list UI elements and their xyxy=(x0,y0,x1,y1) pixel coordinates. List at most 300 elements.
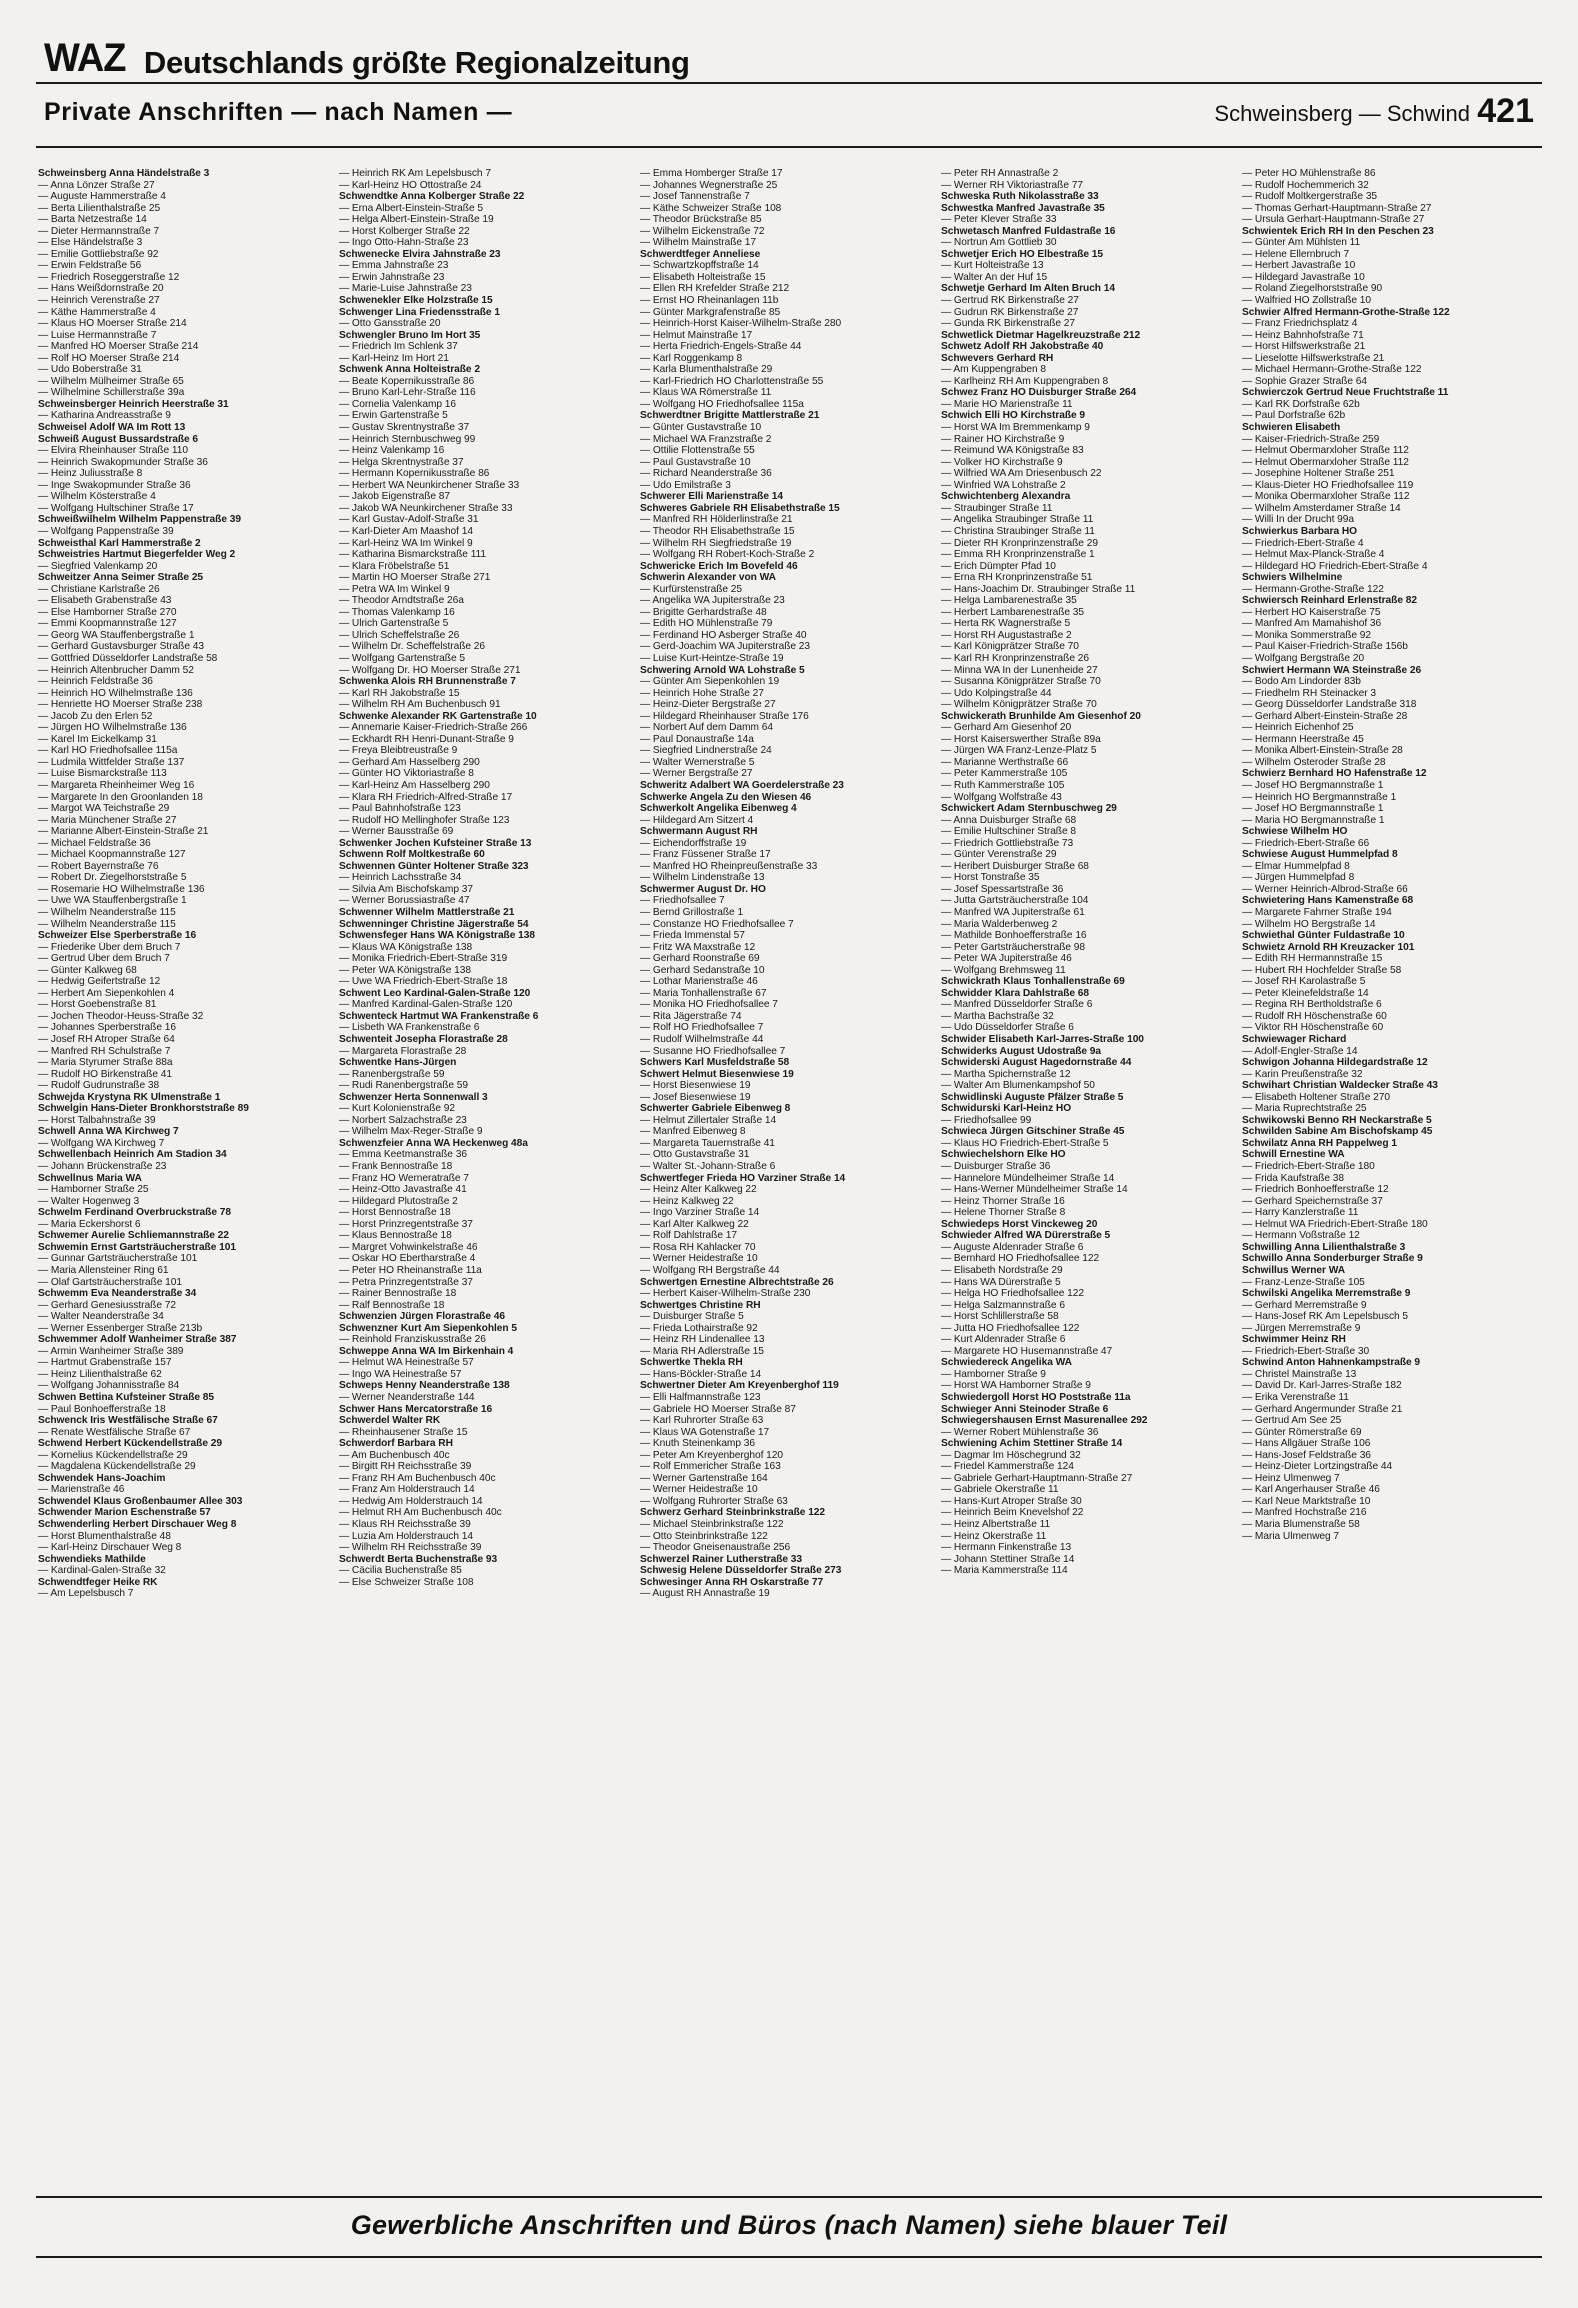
directory-entry-sub: — Gerhard Am Giesenhof 20 xyxy=(941,722,1072,734)
directory-entry-sub: — Maria Walderbenweg 2 xyxy=(941,918,1058,930)
directory-entry-sub: — Gertrud Am See 25 xyxy=(1242,1415,1342,1427)
directory-entry-sub: — Käthe Schweizer Straße 108 xyxy=(640,202,782,214)
directory-entry-sub: — Paul Bahnhofstraße 123 xyxy=(339,803,461,815)
directory-entry-sub: — Werner RH Viktoriastraße 77 xyxy=(941,179,1083,191)
directory-entry-sub: — Hamborner Straße 9 xyxy=(941,1368,1046,1380)
directory-entry-name: Schwientek Erich RH In den Peschen 23 xyxy=(1242,225,1434,237)
directory-entry-sub: — Lothar Marienstraße 46 xyxy=(640,976,758,988)
directory-entry-sub: — Karin Preußenstraße 32 xyxy=(1242,1068,1363,1080)
directory-entry-sub: — Friedrich Bonhoefferstraße 12 xyxy=(1242,1184,1389,1196)
directory-entry-name: Schwellnus Maria WA xyxy=(38,1172,142,1184)
directory-entry-name: Schwietering Hans Kamenstraße 68 xyxy=(1242,895,1414,907)
directory-entry-sub: — Gerhard Gustavsburger Straße 43 xyxy=(38,641,204,653)
directory-entry-sub: — Monika HO Friedhofsallee 7 xyxy=(640,999,778,1011)
directory-entry-name: Schwihart Christian Waldecker Straße 43 xyxy=(1242,1080,1438,1092)
directory-entry-sub: — Klara RH Friedrich-Alfred-Straße 17 xyxy=(339,791,513,803)
directory-entry-name: Schwidurski Karl-Heinz HO xyxy=(941,1103,1072,1115)
directory-entry-sub: — Rainer Bennostraße 18 xyxy=(339,1288,457,1300)
directory-entry-sub: — Paul Bonhoefferstraße 18 xyxy=(38,1403,166,1415)
directory-entry-name: Schwind Anton Hahnenkampstraße 9 xyxy=(1242,1357,1421,1369)
directory-entry-sub: — Günter Verenstraße 29 xyxy=(941,849,1057,861)
directory-entry-sub: — Klaus-Dieter HO Friedhofsallee 119 xyxy=(1242,479,1414,491)
directory-entry-sub: — Ernst HO Rheinanlagen 11b xyxy=(640,295,779,307)
directory-entry-sub: — Robert Bayernstraße 76 xyxy=(38,860,159,872)
directory-entry-name: Schwericke Erich Im Bovefeld 46 xyxy=(640,560,798,572)
directory-entry-sub: — Heinz-Dieter Lortzingstraße 44 xyxy=(1242,1461,1393,1473)
directory-entry-sub: — Michael Hermann-Grothe-Straße 122 xyxy=(1242,364,1422,376)
directory-entry-sub: — Regina RH Bertholdstraße 6 xyxy=(1242,999,1382,1011)
directory-entry-sub: — Paul Donaustraße 14a xyxy=(640,733,754,745)
directory-entry-sub: — Helmut Max-Planck-Straße 4 xyxy=(1242,549,1385,561)
directory-entry-sub: — Willi In der Drucht 99a xyxy=(1242,514,1354,526)
directory-entry-sub: — Theodor Arndtstraße 26a xyxy=(339,595,464,607)
directory-entry-sub: — Monika Friedrich-Ebert-Straße 319 xyxy=(339,953,508,965)
directory-entry-sub: — Helga Lambarenestraße 35 xyxy=(941,595,1077,607)
directory-entry-sub: — Rolf Dahlstraße 17 xyxy=(640,1230,737,1242)
directory-entry-sub: — Friedel Kammerstraße 124 xyxy=(941,1461,1074,1473)
directory-entry-sub: — Oskar HO Ebertharstraße 4 xyxy=(339,1253,476,1265)
directory-entry-sub: — Rudolf HO Mellinghofer Straße 123 xyxy=(339,814,510,826)
directory-entry-sub: — Wolfgang Dr. HO Moerser Straße 271 xyxy=(339,664,521,676)
directory-entry-name: Schweres Gabriele RH Elisabethstraße 15 xyxy=(640,502,840,514)
directory-entry-sub: — Manfred HO Moerser Straße 214 xyxy=(38,341,199,353)
directory-entry-sub: — Roland Ziegelhorststraße 90 xyxy=(1242,283,1383,295)
directory-entry-sub: — Johannes Sperberstraße 16 xyxy=(38,1022,176,1034)
directory-entry-sub: — Elmar Hummelpfad 8 xyxy=(1242,860,1350,872)
directory-entry-sub: — Peter Kleinefeldstraße 14 xyxy=(1242,987,1369,999)
directory-entry-sub: — Theodor Brückstraße 85 xyxy=(640,214,762,226)
directory-entry-sub: — Gabriele Okerstraße 11 xyxy=(941,1484,1059,1496)
directory-entry-sub: — Michael Koopmannstraße 127 xyxy=(38,849,186,861)
directory-entry-name: Schwenck Iris Westfälische Straße 67 xyxy=(38,1415,218,1427)
masthead xyxy=(44,26,1534,78)
directory-entry-sub: — Manfred Düsseldorfer Straße 6 xyxy=(941,999,1093,1011)
directory-entry-name: Schwerdel Walter RK xyxy=(339,1415,441,1427)
directory-entry-sub: — Reimund WA Königstraße 83 xyxy=(941,445,1084,457)
directory-entry-sub: — Friedhofsallee 7 xyxy=(640,895,725,907)
directory-entry-sub: — Walfried HO Zollstraße 10 xyxy=(1242,295,1372,307)
directory-entry-name: Schwesinger Anna RH Oskarstraße 77 xyxy=(640,1576,824,1588)
directory-entry-sub: — Karl Neue Marktstraße 10 xyxy=(1242,1495,1371,1507)
directory-entry-sub: — Walter Wernerstraße 5 xyxy=(640,756,755,768)
directory-entry-sub: — Gerd-Joachim WA Jupiterstraße 23 xyxy=(640,641,811,653)
directory-entry-sub: — Heinrich Eichenhof 25 xyxy=(1242,722,1354,734)
directory-entry-sub: — Margareta Florastraße 28 xyxy=(339,1045,467,1057)
directory-entry-sub: — Birgitt RH Reichsstraße 39 xyxy=(339,1461,472,1473)
directory-entry-sub: — Rudi Ranenbergstraße 59 xyxy=(339,1080,468,1092)
directory-entry-sub: — Maria Kammerstraße 114 xyxy=(941,1565,1068,1577)
directory-entry-sub: — Walter Neanderstraße 34 xyxy=(38,1311,164,1323)
directory-entry-sub: — Wilhelm Osteroder Straße 28 xyxy=(1242,756,1386,768)
directory-entry-sub: — Herbert Kaiser-Wilhelm-Straße 230 xyxy=(640,1288,811,1300)
directory-entry-sub: — Werner Neanderstraße 144 xyxy=(339,1391,475,1403)
directory-entry-name: Schweisthal Karl Hammerstraße 2 xyxy=(38,537,201,549)
directory-entry-name: Schwetje Gerhard Im Alten Bruch 14 xyxy=(941,283,1115,295)
directory-entry-sub: — Peter Kammerstraße 105 xyxy=(941,768,1068,780)
directory-entry-sub: — Karl-Heinz Am Hasselberg 290 xyxy=(339,779,490,791)
directory-entry-sub: — Peter HO Mühlenstraße 86 xyxy=(1242,168,1376,179)
directory-entry-sub: — Emilie Hultschiner Straße 8 xyxy=(941,826,1076,838)
directory-entry-sub: — Angelika WA Jupiterstraße 23 xyxy=(640,595,785,607)
directory-entry-sub: — Hannelore Mündelheimer Straße 14 xyxy=(941,1172,1115,1184)
directory-entry-sub: — Margret Vohwinkelstraße 46 xyxy=(339,1241,478,1253)
directory-entry-sub: — Horst Blumenthalstraße 48 xyxy=(38,1530,171,1542)
directory-entry-sub: — Udo Boberstraße 31 xyxy=(38,364,142,376)
directory-entry-sub: — Horst Prinzregentstraße 37 xyxy=(339,1218,473,1230)
directory-entry-sub: — Wolfgang Bergstraße 20 xyxy=(1242,652,1365,664)
directory-entry-sub: — Walter St.-Johann-Straße 6 xyxy=(640,1161,776,1173)
directory-entry-sub: — Minna WA In der Lunenheide 27 xyxy=(941,664,1098,676)
directory-entry-sub: — Maria RH Adlerstraße 15 xyxy=(640,1345,764,1357)
directory-entry-sub: — Karl RK Dorfstraße 62b xyxy=(1242,398,1360,410)
directory-entry-sub: — Armin Wanheimer Straße 389 xyxy=(38,1345,184,1357)
directory-entry-sub: — Maria Styrumer Straße 88a xyxy=(38,1057,173,1069)
directory-entry-sub: — Horst Goebenstraße 81 xyxy=(38,999,157,1011)
directory-entry-name: Schwiechelshorn Elke HO xyxy=(941,1149,1066,1161)
directory-entry-sub: — Heinz Ulmenweg 7 xyxy=(1242,1472,1340,1484)
directory-entry-sub: — Cornelia Valenkamp 16 xyxy=(339,398,457,410)
directory-entry-sub: — Wilhelm RH Am Buchenbusch 91 xyxy=(339,699,501,711)
directory-entry-sub: — Heinrich Verenstraße 27 xyxy=(38,295,160,307)
directory-entry-sub: — Frieda Lothairstraße 92 xyxy=(640,1322,758,1334)
directory-entry-name: Schwetasch Manfred Fuldastraße 16 xyxy=(941,225,1116,237)
directory-entry-sub: — Friedrich-Ebert-Straße 180 xyxy=(1242,1161,1375,1173)
directory-entry-sub: — Franz-Lenze-Straße 105 xyxy=(1242,1276,1365,1288)
directory-entry-sub: — Siegfried Lindnerstraße 24 xyxy=(640,745,772,757)
directory-entry-name: Schwiedergoll Horst HO Poststraße 11a xyxy=(941,1391,1131,1403)
directory-entry-sub: — Am Kuppengraben 8 xyxy=(941,364,1046,376)
directory-entry-sub: — Ulrich Scheffelstraße 26 xyxy=(339,629,460,641)
directory-entry-name: Schwickerath Brunhilde Am Giesenhof 20 xyxy=(941,710,1141,722)
directory-entry-sub: — Wilhelm Neanderstraße 115 xyxy=(38,918,176,930)
directory-entry-sub: — Luise Bismarckstraße 113 xyxy=(38,768,167,780)
directory-entry-sub: — Gabriele HO Moerser Straße 87 xyxy=(640,1403,796,1415)
directory-entry-name: Schwerz Gerhard Steinbrinkstraße 122 xyxy=(640,1507,826,1519)
directory-entry-name: Schwilski Angelika Merremstraße 9 xyxy=(1242,1288,1411,1300)
directory-entry-name: Schwenk Anna Holteistraße 2 xyxy=(339,364,480,376)
directory-entry-sub: — Maria Eckershorst 6 xyxy=(38,1218,141,1230)
directory-entry-sub: — Manfred Eibenweg 8 xyxy=(640,1126,746,1138)
directory-entry-sub: — Werner Bergstraße 27 xyxy=(640,768,753,780)
directory-entry-name: Schwerter Gabriele Eibenweg 8 xyxy=(640,1103,791,1115)
directory-entry-sub: — Werner Heidestraße 10 xyxy=(640,1253,758,1265)
directory-entry-sub: — Anna Duisburger Straße 68 xyxy=(941,814,1077,826)
directory-entry-sub: — Hamborner Straße 25 xyxy=(38,1184,149,1196)
directory-entry-sub: — Harry Kanzlerstraße 11 xyxy=(1242,1207,1359,1219)
directory-entry-sub: — Josephine Holtener Straße 251 xyxy=(1242,468,1395,480)
directory-entry-name: Schwerer Elli Marienstraße 14 xyxy=(640,491,783,503)
directory-entry-sub: — Emma Jahnstraße 23 xyxy=(339,260,449,272)
directory-entry-name: Schwemm Eva Neanderstraße 34 xyxy=(38,1288,197,1300)
directory-entry-sub: — Hermann Heerstraße 45 xyxy=(1242,733,1364,745)
directory-entry-sub: — Wolfgang Gartenstraße 5 xyxy=(339,652,465,664)
directory-entry-sub: — Herbert Javastraße 10 xyxy=(1242,260,1356,272)
directory-entry-sub: — Herbert HO Kaiserstraße 75 xyxy=(1242,606,1381,618)
directory-entry-sub: — Günter Römerstraße 69 xyxy=(1242,1426,1362,1438)
directory-entry-name: Schwering Arnold WA Lohstraße 5 xyxy=(640,664,805,676)
directory-entry-sub: — Horst Schlillerstraße 58 xyxy=(941,1311,1059,1323)
directory-entry-name: Schwenderling Herbert Dirschauer Weg 8 xyxy=(38,1518,237,1530)
directory-entry-name: Schwez Franz HO Duisburger Straße 264 xyxy=(941,387,1137,399)
directory-entry-sub: — Heinz Lilienthalstraße 62 xyxy=(38,1368,162,1380)
directory-entry-sub: — Klaus WA Gotenstraße 17 xyxy=(640,1426,770,1438)
directory-entry-sub: — Josef HO Bergmannstraße 1 xyxy=(1242,803,1384,815)
directory-entry-sub: — Ottilie Flottenstraße 55 xyxy=(640,445,755,457)
directory-entry-sub: — Paul Kaiser-Friedrich-Straße 156b xyxy=(1242,641,1408,653)
directory-entry-sub: — Heinz Albertstraße 11 xyxy=(941,1518,1051,1530)
directory-entry-sub: — Jakob Eigenstraße 87 xyxy=(339,491,451,503)
directory-entry-name: Schwenner Wilhelm Mattlerstraße 21 xyxy=(339,907,515,918)
directory-entry-sub: — Viktor RH Höschenstraße 60 xyxy=(1242,1022,1384,1034)
directory-entry-sub: — Marie-Luise Jahnstraße 23 xyxy=(339,283,472,295)
directory-entry-sub: — Sophie Grazer Straße 64 xyxy=(1242,375,1368,387)
directory-entry-name: Schwendtke Anna Kolberger Straße 22 xyxy=(339,191,525,203)
directory-entry-sub: — Werner Bausstraße 69 xyxy=(339,826,454,838)
directory-entry-sub: — Karla Blumenthalstraße 29 xyxy=(640,364,773,376)
directory-entry-name: Schwell Anna WA Kirchweg 7 xyxy=(38,1126,179,1138)
directory-entry-sub: — Mathilde Bonhoefferstraße 16 xyxy=(941,930,1087,942)
directory-entry-sub: — Kurfürstenstraße 25 xyxy=(640,583,742,595)
directory-entry-sub: — Peter RH Annastraße 2 xyxy=(941,168,1059,179)
directory-entry-sub: — Hildegard HO Friedrich-Ebert-Straße 4 xyxy=(1242,560,1428,572)
directory-entry-sub: — Margarete In den Groonlanden 18 xyxy=(38,791,203,803)
directory-entry-sub: — Emma RH Kronprinzenstraße 1 xyxy=(941,549,1095,561)
directory-entry-name: Schweppe Anna WA Im Birkenhain 4 xyxy=(339,1345,514,1357)
directory-entry-name: Schwemmer Adolf Wanheimer Straße 387 xyxy=(38,1334,237,1346)
directory-entry-sub: — Helmut Zillertaler Straße 14 xyxy=(640,1114,777,1126)
directory-entry-sub: — Friedrich Gottliebstraße 73 xyxy=(941,837,1074,849)
directory-entry-name: Schwenecke Elvira Jahnstraße 23 xyxy=(339,248,501,260)
directory-entry-sub: — Erna Albert-Einstein-Straße 5 xyxy=(339,202,483,214)
directory-entry-sub: — Ingo Otto-Hahn-Straße 23 xyxy=(339,237,469,249)
directory-entry-sub: — Wilhelm HO Bergstraße 14 xyxy=(1242,918,1376,930)
directory-entry-sub: — Emmi Koopmannstraße 127 xyxy=(38,618,177,630)
directory-entry-sub: — Friedrich Im Schlenk 37 xyxy=(339,341,458,353)
directory-entry-sub: — Klara Fröbelstraße 51 xyxy=(339,560,450,572)
directory-entry-sub: — Friedrich Roseggerstraße 12 xyxy=(38,271,180,283)
directory-entry-sub: — Karl-Heinz Dirschauer Weg 8 xyxy=(38,1542,182,1554)
directory-entry-sub: — Monika Albert-Einstein-Straße 28 xyxy=(1242,745,1403,757)
directory-entry-name: Schweisel Adolf WA Im Rott 13 xyxy=(38,422,186,434)
directory-entry-sub: — Franz HO Werneratraße 7 xyxy=(339,1172,469,1184)
directory-entry-sub: — Schwartzkopffstraße 14 xyxy=(640,260,759,272)
directory-entry-sub: — Friedrich-Ebert-Straße 66 xyxy=(1242,837,1370,849)
directory-entry-name: Schwendieks Mathilde xyxy=(38,1553,146,1565)
directory-entry-name: Schwiening Achim Stettiner Straße 14 xyxy=(941,1438,1123,1450)
directory-entry-sub: — Manfred Kardinal-Galen-Straße 120 xyxy=(339,999,513,1011)
directory-entry-sub: — Hans-Josef Feldstraße 36 xyxy=(1242,1449,1371,1461)
directory-entry-sub: — Hans-Josef RK Am Lepelsbusch 5 xyxy=(1242,1311,1409,1323)
directory-entry-sub: — Maria Ruprechtstraße 25 xyxy=(1242,1103,1367,1115)
directory-entry-name: Schwidlinski Auguste Pfälzer Straße 5 xyxy=(941,1091,1124,1103)
directory-entry-sub: — Helene Ellernbruch 7 xyxy=(1242,248,1350,260)
directory-entry-sub: — Wilhelm Max-Reger-Straße 9 xyxy=(339,1126,483,1138)
directory-entry-sub: — Ferdinand HO Asberger Straße 40 xyxy=(640,629,807,641)
directory-entry-sub: — Rudolf RH Höschenstraße 60 xyxy=(1242,1010,1387,1022)
directory-entry-name: Schwend Herbert Kückendellstraße 29 xyxy=(38,1438,222,1450)
directory-entry-sub: — Luzia Am Holderstrauch 14 xyxy=(339,1530,473,1542)
directory-entry-sub: — Auguste Aldenrader Straße 6 xyxy=(941,1241,1084,1253)
directory-entry-sub: — Wilfried WA Am Driesenbusch 22 xyxy=(941,468,1102,480)
directory-entry-name: Schwerke Angela Zu den Wiesen 46 xyxy=(640,791,812,803)
directory-entry-name: Schwiedereck Angelika WA xyxy=(941,1357,1072,1369)
directory-entry-sub: — Duisburger Straße 5 xyxy=(640,1311,744,1323)
directory-entry-sub: — Rudolf HO Birkenstraße 41 xyxy=(38,1068,172,1080)
directory-entry-sub: — Ellen RH Krefelder Straße 212 xyxy=(640,283,790,295)
directory-entry-sub: — Kurt Holteistraße 13 xyxy=(941,260,1044,272)
directory-entry-sub: — Hubert RH Hochfelder Straße 58 xyxy=(1242,964,1402,976)
directory-entry-sub: — Karl Alter Kalkweg 22 xyxy=(640,1218,749,1230)
directory-entry-sub: — Friedrich-Ebert-Straße 4 xyxy=(1242,537,1364,549)
directory-entry-sub: — Paul Dorfstraße 62b xyxy=(1242,410,1346,422)
directory-entry-name: Schwetjer Erich HO Elbestraße 15 xyxy=(941,248,1104,260)
directory-entry-sub: — Hermann Finkenstraße 13 xyxy=(941,1542,1072,1554)
directory-entry-name: Schwickrath Klaus Tonhallenstraße 69 xyxy=(941,976,1125,988)
directory-entry-sub: — Dagmar Im Höschegrund 32 xyxy=(941,1449,1081,1461)
directory-entry-sub: — Wolfgang WA Kirchweg 7 xyxy=(38,1137,165,1149)
directory-entry-sub: — Werner Robert Mühlenstraße 36 xyxy=(941,1426,1099,1438)
directory-entry-name: Schwieca Jürgen Gitschiner Straße 45 xyxy=(941,1126,1125,1138)
directory-entry-sub: — Josef Biesenwiese 19 xyxy=(640,1091,751,1103)
directory-column-1 xyxy=(38,168,339,2178)
directory-entry-sub: — Klaus RH Reichsstraße 39 xyxy=(339,1518,471,1530)
directory-entry-sub: — Margarete HO Husemannstraße 47 xyxy=(941,1345,1113,1357)
directory-entry-sub: — Wolfgang Hultschiner Straße 17 xyxy=(38,502,194,514)
directory-entry-name: Schwertfeger Frieda HO Varziner Straße 14 xyxy=(640,1172,846,1184)
directory-entry-sub: — Marienstraße 46 xyxy=(38,1484,125,1496)
directory-entry-sub: — Anna Lönzer Straße 27 xyxy=(38,179,155,191)
directory-entry-name: Schwiese August Hummelpfad 8 xyxy=(1242,849,1398,861)
directory-entry-name: Schwiese Wilhelm HO xyxy=(1242,826,1348,838)
directory-entry-sub: — Heinrich HO Wilhelmstraße 136 xyxy=(38,687,193,699)
directory-entry-name: Schwender Marion Eschenstraße 57 xyxy=(38,1507,211,1519)
directory-entry-sub: — Auguste Hammerstraße 4 xyxy=(38,191,166,203)
directory-entry-sub: — Horst Hilfswerkstraße 21 xyxy=(1242,341,1366,353)
directory-entry-sub: — Rudolf Wilhelmstraße 44 xyxy=(640,1034,764,1046)
directory-entry-name: Schwenker Jochen Kufsteiner Straße 13 xyxy=(339,837,532,849)
directory-entry-sub: — Barta Netzestraße 14 xyxy=(38,214,147,226)
directory-entry-sub: — Heinrich Lachsstraße 34 xyxy=(339,872,462,884)
directory-entry-sub: — Michael Feldstraße 36 xyxy=(38,837,151,849)
directory-entry-name: Schweitzer Anna Seimer Straße 25 xyxy=(38,572,204,584)
directory-entry-sub: — Hildegard Plutostraße 2 xyxy=(339,1195,458,1207)
directory-columns xyxy=(38,168,1544,2178)
directory-entry-sub: — Karl-Heinz HO Ottostraße 24 xyxy=(339,179,482,191)
directory-entry-sub: — Wolfgang Wolfstraße 43 xyxy=(941,791,1062,803)
directory-entry-sub: — Jürgen Hummelpfad 8 xyxy=(1242,872,1355,884)
directory-entry-sub: — Horst Kolberger Straße 22 xyxy=(339,225,470,237)
directory-entry-sub: — Manfred RH Schulstraße 7 xyxy=(38,1045,171,1057)
directory-entry-sub: — Hildegard Am Sitzert 4 xyxy=(640,814,754,826)
directory-entry-name: Schwennen Günter Holtener Straße 323 xyxy=(339,860,529,872)
directory-entry-sub: — Franz Füssener Straße 17 xyxy=(640,849,771,861)
directory-entry-sub: — Franz RH Am Buchenbusch 40c xyxy=(339,1472,496,1484)
directory-entry-name: Schwermer August Dr. HO xyxy=(640,883,766,895)
directory-entry-sub: — Else Schweizer Straße 108 xyxy=(339,1576,474,1588)
directory-entry-sub: — Bernhard HO Friedhofsallee 122 xyxy=(941,1253,1100,1265)
directory-entry-name: Schwiethal Günter Fuldastraße 10 xyxy=(1242,930,1405,942)
footer-note: Gewerbliche Anschriften und Büros (nach Namen) siehe blauer Teil xyxy=(350,2210,1228,2240)
directory-entry-sub: — Josef Spessartstraße 36 xyxy=(941,883,1064,895)
directory-entry-sub: — Hans WA Dürerstraße 5 xyxy=(941,1276,1061,1288)
directory-entry-sub: — Georg Düsseldorfer Landstraße 318 xyxy=(1242,699,1417,711)
directory-entry-sub: — Marie HO Marienstraße 11 xyxy=(941,398,1073,410)
directory-entry-sub: — Theodor RH Elisabethstraße 15 xyxy=(640,525,795,537)
directory-entry-name: Schwiderski August Hagedornstraße 44 xyxy=(941,1057,1132,1069)
directory-entry-sub: — Margareta Tauernstraße 41 xyxy=(640,1137,775,1149)
directory-entry-sub: — Rolf HO Moerser Straße 214 xyxy=(38,352,180,364)
waz-logo: WAZ xyxy=(44,36,126,80)
directory-entry-sub: — Gabriele Gerhart-Hauptmann-Straße 27 xyxy=(941,1472,1133,1484)
directory-entry-sub: — Walter Am Blumenkampshof 50 xyxy=(941,1080,1095,1092)
directory-entry-sub: — Herbert WA Neunkirchener Straße 33 xyxy=(339,479,520,491)
directory-column-5 xyxy=(1242,168,1543,2178)
directory-entry-sub: — Friedrich-Ebert-Straße 30 xyxy=(1242,1345,1370,1357)
directory-column-3 xyxy=(640,168,941,2178)
section-title: Private Anschriften — nach Namen — xyxy=(44,98,513,126)
directory-entry-name: Schwent Leo Kardinal-Galen-Straße 120 xyxy=(339,987,531,999)
directory-entry-sub: — Christina Straubinger Straße 11 xyxy=(941,525,1095,537)
directory-entry-sub: — Gerhard Albert-Einstein-Straße 28 xyxy=(1242,710,1408,722)
directory-entry-sub: — Elisabeth Holteistraße 15 xyxy=(640,271,766,283)
directory-entry-sub: — Günter Markgrafenstraße 85 xyxy=(640,306,781,318)
directory-entry-sub: — Thomas Gerhart-Hauptmann-Straße 27 xyxy=(1242,202,1432,214)
directory-entry-sub: — Eckhardt RH Henri-Dunant-Straße 9 xyxy=(339,733,514,745)
directory-entry-sub: — Ruth Kammerstraße 105 xyxy=(941,779,1065,791)
directory-entry-sub: — Inge Swakopmunder Straße 36 xyxy=(38,479,191,491)
directory-entry-sub: — Heinrich Altenbrucher Damm 52 xyxy=(38,664,194,676)
directory-entry-sub: — Gerhard Am Hasselberg 290 xyxy=(339,756,480,768)
directory-entry-sub: — Helga Albert-Einstein-Straße 19 xyxy=(339,214,494,226)
directory-entry-sub: — Karl-Dieter Am Maashof 14 xyxy=(339,525,473,537)
directory-entry-sub: — Rolf Emmericher Straße 163 xyxy=(640,1461,781,1473)
directory-entry-sub: — Wilhelm Kösterstraße 4 xyxy=(38,491,156,503)
directory-entry-sub: — Emma Homberger Straße 17 xyxy=(640,168,783,179)
directory-entry-sub: — Heinrich RK Am Lepelsbusch 7 xyxy=(339,168,491,179)
directory-entry-sub: — Horst Biesenwiese 19 xyxy=(640,1080,751,1092)
directory-entry-sub: — Helene Thorner Straße 8 xyxy=(941,1207,1066,1219)
directory-entry-name: Schweska Ruth Nikolasstraße 33 xyxy=(941,191,1099,203)
directory-entry-sub: — Monika Sommerstraße 92 xyxy=(1242,629,1372,641)
directory-entry-name: Schwendtfeger Heike RK xyxy=(38,1576,158,1588)
directory-entry-sub: — Erwin Feldstraße 56 xyxy=(38,260,142,272)
directory-entry-sub: — Horst Tonstraße 35 xyxy=(941,872,1040,884)
directory-entry-sub: — Manfred WA Jupiterstraße 61 xyxy=(941,907,1085,918)
directory-entry-name: Schwerkolt Angelika Eibenweg 4 xyxy=(640,803,797,815)
directory-entry-sub: — Karl Roggenkamp 8 xyxy=(640,352,743,364)
directory-entry-sub: — Christel Mainstraße 13 xyxy=(1242,1368,1357,1380)
directory-entry-sub: — Udo Kolpingstraße 44 xyxy=(941,687,1052,699)
directory-entry-name: Schwerdtner Brigitte Mattlerstraße 21 xyxy=(640,410,820,422)
directory-entry-sub: — Helmut Obermarxloher Straße 112 xyxy=(1242,456,1409,468)
directory-entry-sub: — Heinrich HO Bergmannstraße 1 xyxy=(1242,791,1397,803)
directory-entry-sub: — Franz Friedrichsplatz 4 xyxy=(1242,318,1358,330)
directory-entry-sub: — Manfred HO Rheinpreußenstraße 33 xyxy=(640,860,818,872)
directory-entry-sub: — Heinz Alter Kalkweg 22 xyxy=(640,1184,757,1196)
directory-entry-sub: — Henriette HO Moerser Straße 238 xyxy=(38,699,203,711)
directory-entry-sub: — Johann Brückenstraße 23 xyxy=(38,1161,167,1173)
directory-entry-sub: — Manfred RH Hölderlinstraße 21 xyxy=(640,514,793,526)
directory-entry-sub: — Erich Dümpter Pfad 10 xyxy=(941,560,1056,572)
directory-entry-sub: — Erna RH Kronprinzenstraße 51 xyxy=(941,572,1093,584)
directory-entry-sub: — Heinz RH Lindenallee 13 xyxy=(640,1334,765,1346)
directory-entry-sub: — Gerhard Sedanstraße 10 xyxy=(640,964,765,976)
directory-entry-sub: — Gertrud RK Birkenstraße 27 xyxy=(941,295,1079,307)
directory-entry-sub: — Rita Jägerstraße 74 xyxy=(640,1010,742,1022)
directory-entry-name: Schwier Alfred Hermann-Grothe-Straße 122 xyxy=(1242,306,1450,318)
directory-entry-name: Schwenka Alois RH Brunnenstraße 7 xyxy=(339,676,516,688)
directory-entry-name: Schwelgin Hans-Dieter Bronkhorststraße 89 xyxy=(38,1103,249,1115)
